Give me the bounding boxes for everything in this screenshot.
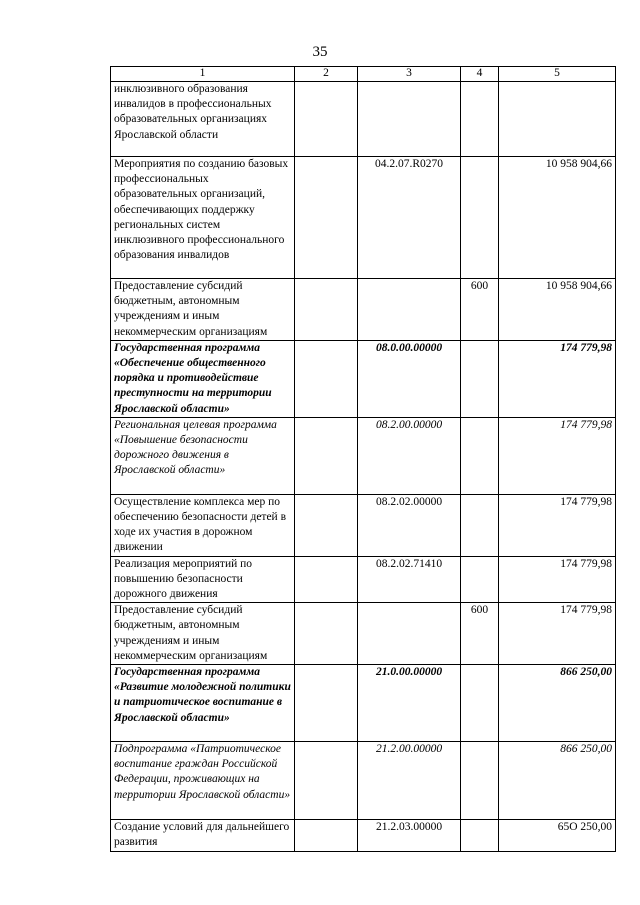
row-amount-cell: 866 250,00 [499,665,616,742]
row-expense-type-cell [461,82,499,157]
row-expense-type-cell: 600 [461,279,499,341]
row-name-cell: Региональная целевая программа «Повышение безопасности дорожного движения в Ярославской области» [111,417,295,494]
row-code-cell [358,82,461,157]
column-header: 4 [461,67,499,82]
column-header: 5 [499,67,616,82]
row-expense-type-cell [461,157,499,279]
column-header: 1 [111,67,295,82]
row-column-2-cell [295,157,358,279]
row-amount-cell: 10 958 904,66 [499,279,616,341]
row-amount-cell: 174 779,98 [499,494,616,556]
row-name-cell: Предоставление субсидий бюджетным, автономным учреждениям и иным некоммерческим организациям [111,279,295,341]
table-row [111,556,616,603]
table-row [111,820,616,852]
table-row [111,417,616,494]
table-row [111,603,616,665]
row-column-2-cell [295,742,358,820]
row-code-cell [358,279,461,341]
row-column-2-cell [295,494,358,556]
row-amount-cell: 866 250,00 [499,742,616,820]
row-amount-cell: 65O 250,00 [499,820,616,852]
row-code-cell: 21.2.03.00000 [358,820,461,852]
row-name-cell: Осуществление комплекса мер по обеспечению безопасности детей в ходе их участия в дорожном движении [111,494,295,556]
row-amount-cell: 174 779,98 [499,556,616,603]
row-expense-type-cell [461,494,499,556]
row-column-2-cell [295,340,358,417]
row-column-2-cell [295,279,358,341]
row-code-cell: 21.0.00.00000 [358,665,461,742]
row-code-cell: 08.2.00.00000 [358,417,461,494]
row-code-cell: 08.0.00.00000 [358,340,461,417]
column-header: 3 [358,67,461,82]
row-column-2-cell [295,556,358,603]
row-name-cell: Подпрограмма «Патриотическое воспитание граждан Российской Федерации, проживающих на территории Ярославской области» [111,742,295,820]
row-amount-cell: 10 958 904,66 [499,157,616,279]
row-code-cell: 08.2.02.71410 [358,556,461,603]
table-row [111,82,616,157]
row-amount-cell: 174 779,98 [499,340,616,417]
row-expense-type-cell [461,820,499,852]
row-name-cell: Государственная программа «Обеспечение общественного порядка и противодействие преступности на территории Ярославской области» [111,340,295,417]
row-code-cell [358,603,461,665]
row-code-cell: 04.2.07.R0270 [358,157,461,279]
row-expense-type-cell [461,556,499,603]
row-column-2-cell [295,603,358,665]
row-name-cell: Предоставление субсидий бюджетным, автономным учреждениям и иным некоммерческим организациям [111,603,295,665]
table-row [111,665,616,742]
table-row [111,742,616,820]
row-name-cell: Мероприятия по созданию базовых профессиональных образовательных организаций, обеспечивающих поддержку региональных систем инклюзивного профессионального образования инвалидов [111,157,295,279]
row-name-cell: Создание условий для дальнейшего развития [111,820,295,852]
page-number: 35 [312,44,328,60]
row-expense-type-cell [461,340,499,417]
row-name-cell: Реализация мероприятий по повышению безопасности дорожного движения [111,556,295,603]
budget-table [110,66,616,852]
table-row [111,279,616,341]
table-row [111,340,616,417]
row-expense-type-cell: 600 [461,603,499,665]
row-expense-type-cell [461,665,499,742]
row-column-2-cell [295,665,358,742]
table-header-row [111,67,616,82]
row-code-cell: 08.2.02.00000 [358,494,461,556]
row-amount-cell [499,82,616,157]
table-row [111,157,616,279]
row-name-cell: инклюзивного образования инвалидов в профессиональных образовательных организациях Ярославской области [111,82,295,157]
row-code-cell: 21.2.00.00000 [358,742,461,820]
row-column-2-cell [295,417,358,494]
table-row [111,494,616,556]
row-expense-type-cell [461,417,499,494]
row-expense-type-cell [461,742,499,820]
table-body [111,82,616,852]
column-header: 2 [295,67,358,82]
row-column-2-cell [295,82,358,157]
row-amount-cell: 174 779,98 [499,417,616,494]
row-amount-cell: 174 779,98 [499,603,616,665]
row-name-cell: Государственная программа «Развитие молодежной политики и патриотическое воспитание в Ярославской области» [111,665,295,742]
row-column-2-cell [295,820,358,852]
